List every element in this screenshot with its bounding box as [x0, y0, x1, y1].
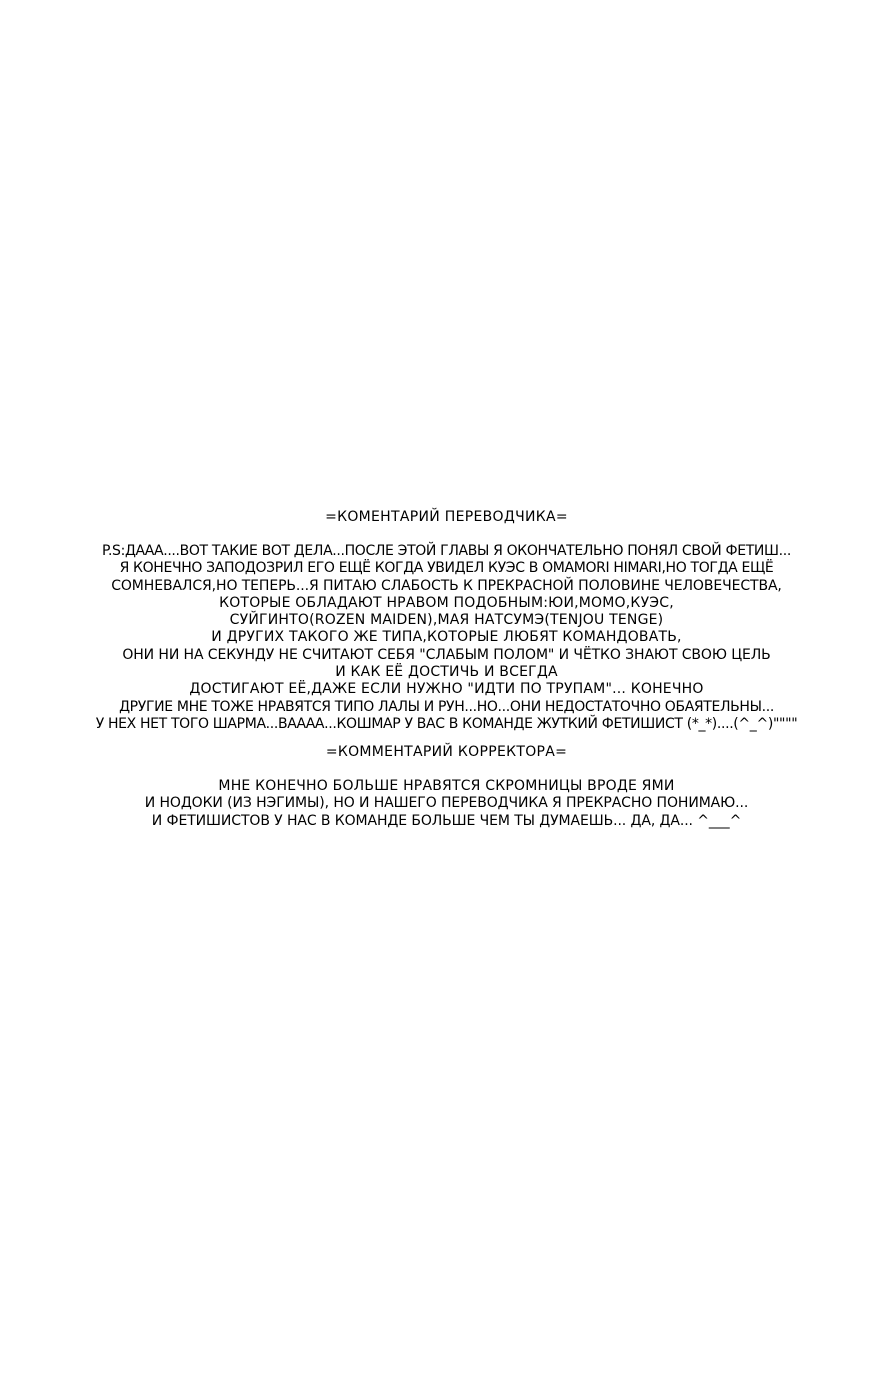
translator-comment-body — [0, 543, 893, 733]
translator-comment-line: У НЕХ НЕТ ТОГО ШАРМА...ВАААА...КОШМАР У ВАС В КОМАНДЕ ЖУТКИЙ ФЕТИШИСТ (*_*)....(^_^)"""" — [95, 715, 798, 732]
proofreader-comment-line: МНЕ КОНЕЧНО БОЛЬШЕ НРАВЯТСЯ СКРОМНИЦЫ ВРОДЕ ЯМИ — [218, 778, 675, 794]
translator-comment-line: СУЙГИНТО(ROZEN MAIDEN),МАЯ НАТСУМЭ(TENJOU TENGE) — [229, 612, 664, 629]
translator-comment-line: Я КОНЕЧНО ЗАПОДОЗРИЛ ЕГО ЕЩЁ КОГДА УВИДЕЛ КУЭС В OMAMORI HIMARI,НО ТОГДА ЕЩЁ — [119, 560, 774, 577]
translator-comment-heading: =КОМЕНТАРИЙ ПЕРЕВОДЧИКА= — [325, 509, 568, 525]
translator-comment-line: ОНИ НИ НА СЕКУНДУ НЕ СЧИТАЮТ СЕБЯ "СЛАБЫМ ПОЛОМ" И ЧЁТКО ЗНАЮТ СВОЮ ЦЕЛЬ — [122, 646, 771, 663]
proofreader-comment-line: И НОДОКИ (ИЗ НЭГИМЫ), НО И НАШЕГО ПЕРЕВОДЧИКА Я ПРЕКРАСНО ПОНИМАЮ... — [144, 795, 749, 812]
translator-comment-line: СОМНЕВАЛСЯ,НО ТЕПЕРЬ...Я ПИТАЮ СЛАБОСТЬ К ПРЕКРАСНОЙ ПОЛОВИНЕ ЧЕЛОВЕЧЕСТВА, — [111, 577, 782, 594]
proofreader-comment-line: И ФЕТИШИСТОВ У НАС В КОМАНДЕ БОЛЬШЕ ЧЕМ ТЫ ДУМАЕШЬ... ДА, ДА... ^___^ — [151, 812, 742, 829]
translator-comment-line: ДОСТИГАЮТ ЕЁ,ДАЖЕ ЕСЛИ НУЖНО "ИДТИ ПО ТРУПАМ"... КОНЕЧНО — [189, 681, 704, 698]
proofreader-comment-heading: =КОММЕНТАРИЙ КОРРЕКТОРА= — [325, 744, 568, 760]
translator-comment-line: И ДРУГИХ ТАКОГО ЖЕ ТИПА,КОТОРЫЕ ЛЮБЯТ КОМАНДОВАТЬ, — [211, 629, 682, 646]
proofreader-comment-body — [0, 778, 893, 830]
translator-comment-line: И КАК ЕЁ ДОСТИЧЬ И ВСЕГДА — [335, 664, 558, 681]
translator-comment-line: ДРУГИЕ МНЕ ТОЖЕ НРАВЯТСЯ ТИПО ЛАЛЫ И РУН...НО...ОНИ НЕДОСТАТОЧНО ОБАЯТЕЛЬНЫ... — [119, 698, 774, 715]
translator-comment-line: P.S:ДААА....ВОТ ТАКИЕ ВОТ ДЕЛА...ПОСЛЕ ЭТОЙ ГЛАВЫ Я ОКОНЧАТЕЛЬНО ПОНЯЛ СВОЙ ФЕТИШ... — [102, 543, 791, 559]
translator-comment-line: КОТОРЫЕ ОБЛАДАЮТ НРАВОМ ПОДОБНЫМ:ЮИ,МОМО,КУЭС, — [219, 594, 674, 611]
